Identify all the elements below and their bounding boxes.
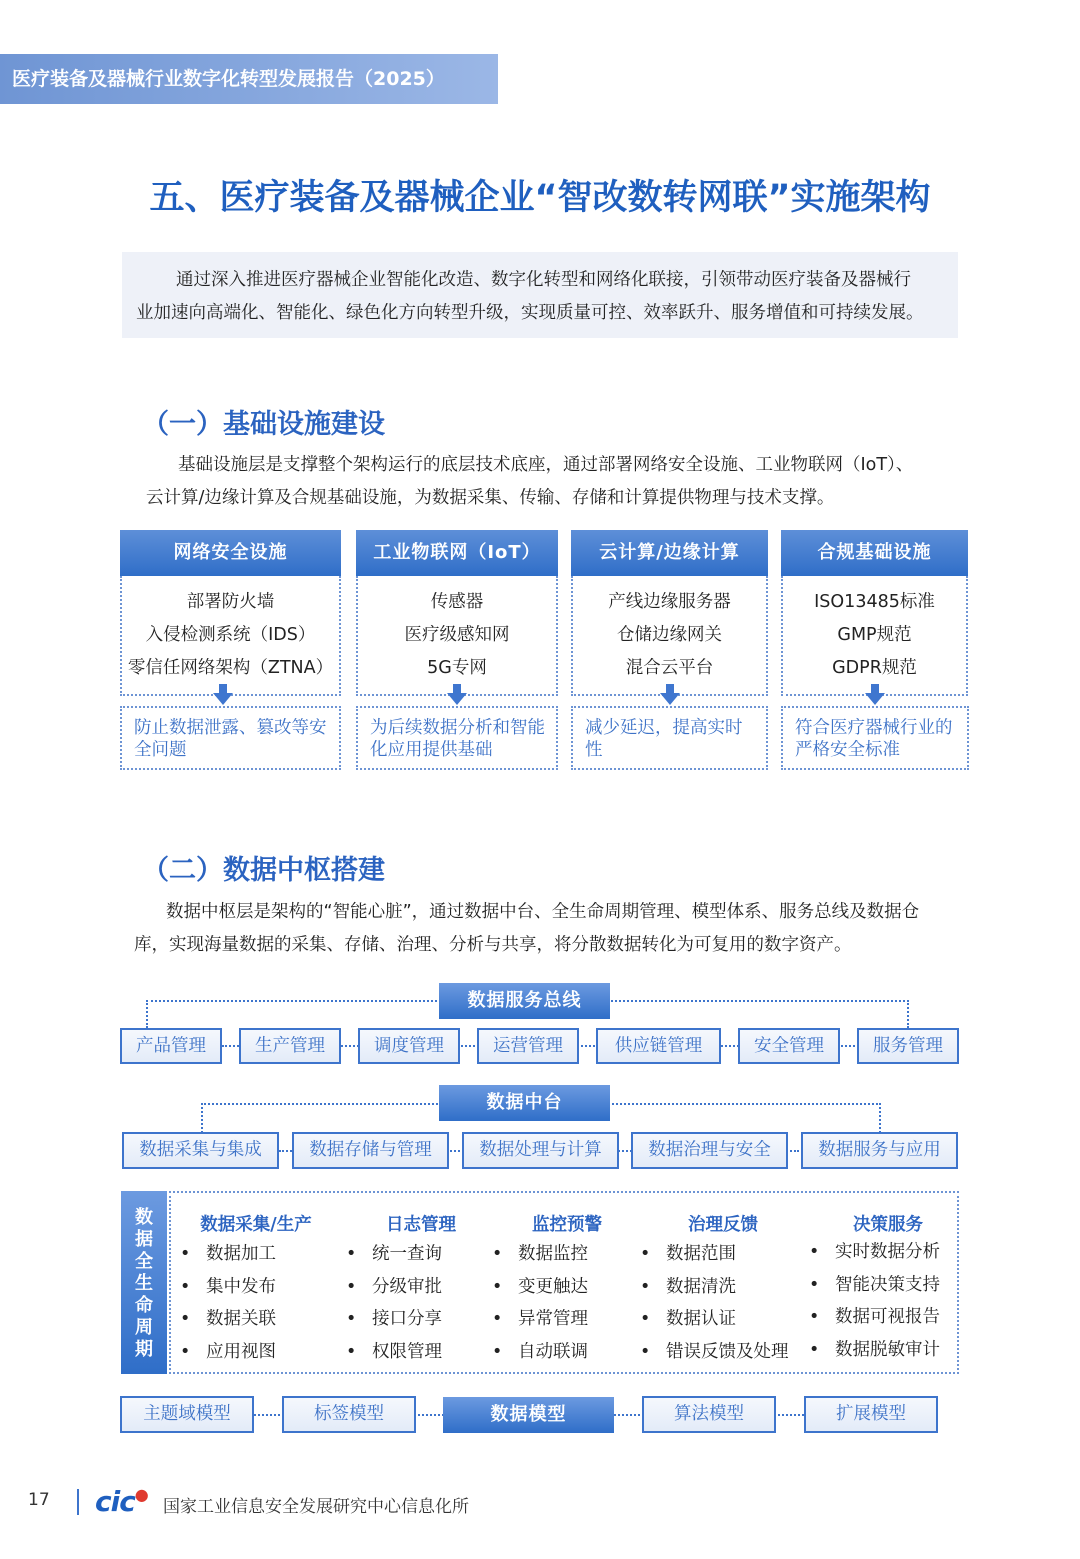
service-bus-item: 生产管理 [239, 1028, 341, 1064]
lifecycle-column-title: 治理反馈 [688, 1215, 758, 1235]
section1-paragraph [146, 449, 966, 515]
section2-line-2: 库，实现海量数据的采集、存储、治理、分析与共享，将分散数据转化为可复用的数字资产。 [134, 935, 852, 955]
infra-outcome: 符合医疗器械行业的严格安全标准 [781, 706, 969, 770]
lifecycle-item: • 接口分享 [346, 1303, 442, 1336]
lifecycle-item: • 数据可视报告 [809, 1301, 940, 1334]
infra-column-items [571, 576, 768, 696]
infra-column-compliance [781, 530, 968, 696]
lifecycle-item: • 数据认证 [640, 1303, 789, 1336]
lifecycle-item: • 分级审批 [346, 1271, 442, 1304]
infra-item: 产线边缘服务器 [608, 592, 731, 612]
infra-outcome: 减少延迟，提高实时性 [571, 706, 768, 770]
service-bus-item: 安全管理 [738, 1028, 840, 1064]
lifecycle-item: • 集中发布 [180, 1271, 276, 1304]
model-item: 扩展模型 [804, 1396, 938, 1433]
lifecycle-label-text: 数据全生命周期 [135, 1207, 153, 1360]
connector-line [907, 1000, 909, 1028]
service-bus-item: 运营管理 [477, 1028, 579, 1064]
cic-logo-text: cic [95, 1485, 135, 1518]
lifecycle-item: • 权限管理 [346, 1336, 442, 1369]
model-item: 主题域模型 [120, 1396, 254, 1433]
service-bus-header: 数据服务总线 [439, 983, 610, 1019]
intro-line-1: 通过深入推进医疗器械企业智能化改造、数字化转型和网络化联接，引领带动医疗装备及器械行 [176, 270, 911, 290]
infra-outcome: 防止数据泄露、篡改等安全问题 [120, 706, 341, 770]
infra-column-title: 云计算/边缘计算 [571, 530, 768, 576]
section2-line-1: 数据中枢层是架构的“智能心脏”，通过数据中台、全生命周期管理、模型体系、服务总线及数据仓 [166, 902, 920, 922]
footer-divider [77, 1489, 79, 1515]
connector-line [146, 1000, 148, 1028]
footer-organization: 国家工业信息安全发展研究中心信息化所 [163, 1497, 469, 1517]
lifecycle-item: • 变更触达 [492, 1271, 588, 1304]
arrow-down-icon [660, 693, 680, 705]
infra-column-network-security [120, 530, 341, 696]
lifecycle-column [346, 1238, 442, 1368]
infra-column-items [781, 576, 968, 696]
model-item: 标签模型 [282, 1396, 416, 1433]
service-bus-item: 供应链管理 [596, 1028, 721, 1064]
infra-item: 混合云平台 [625, 658, 714, 678]
lifecycle-item: • 数据范围 [640, 1238, 789, 1271]
infra-outcome: 为后续数据分析和智能化应用提供基础 [356, 706, 558, 770]
page-number: 17 [28, 1490, 50, 1510]
data-platform-item: 数据处理与计算 [462, 1132, 619, 1169]
lifecycle-label [121, 1191, 167, 1374]
lifecycle-item: • 数据脱敏审计 [809, 1334, 940, 1367]
arrow-down-icon [213, 693, 233, 705]
data-platform-item: 数据服务与应用 [801, 1132, 958, 1169]
lifecycle-column [180, 1238, 276, 1368]
data-platform-header: 数据中台 [439, 1085, 610, 1121]
lifecycle-item: • 自动联调 [492, 1336, 588, 1369]
data-platform-item: 数据治理与安全 [631, 1132, 788, 1169]
lifecycle-item: • 数据清洗 [640, 1271, 789, 1304]
lifecycle-column-title: 决策服务 [853, 1215, 923, 1235]
report-banner: 医疗装备及器械行业数字化转型发展报告（2025） [0, 54, 498, 104]
intro-line-2: 业加速向高端化、智能化、绿色化方向转型升级，实现质量可控、效率跃升、服务增值和可持续发展。 [136, 303, 924, 323]
logo-dot-icon: ● [134, 1485, 148, 1504]
section-heading-data-hub: （二）数据中枢搭建 [142, 855, 385, 886]
lifecycle-item: • 实时数据分析 [809, 1236, 940, 1269]
lifecycle-item: • 数据关联 [180, 1303, 276, 1336]
arrow-down-icon [865, 693, 885, 705]
infra-item: 5G专网 [427, 658, 487, 678]
service-bus-item: 产品管理 [120, 1028, 222, 1064]
section1-line-2: 云计算/边缘计算及合规基础设施，为数据采集、传输、存储和计算提供物理与技术支撑。 [146, 488, 835, 508]
lifecycle-column [809, 1236, 940, 1366]
service-bus-item: 服务管理 [857, 1028, 959, 1064]
lifecycle-item: • 智能决策支持 [809, 1269, 940, 1302]
infra-column-title: 工业物联网（IoT） [356, 530, 558, 576]
section1-line-1: 基础设施层是支撑整个架构运行的底层技术底座，通过部署网络安全设施、工业物联网（IoT）、 [178, 455, 914, 475]
section2-paragraph [134, 896, 974, 962]
connector-line [879, 1103, 881, 1133]
section-heading-infrastructure: （一）基础设施建设 [142, 409, 385, 440]
lifecycle-item: • 数据监控 [492, 1238, 588, 1271]
infra-column-items [120, 576, 341, 696]
page-title: 五、医疗装备及器械企业“智改数转网联”实施架构 [149, 178, 931, 218]
infra-item: 医疗级感知网 [404, 625, 510, 645]
intro-box [122, 252, 958, 338]
lifecycle-item: • 统一查询 [346, 1238, 442, 1271]
lifecycle-column [492, 1238, 588, 1368]
infra-column-iot [356, 530, 558, 696]
infra-item: 入侵检测系统（IDS） [145, 625, 316, 645]
cic-logo [95, 1485, 148, 1518]
service-bus-item: 调度管理 [358, 1028, 460, 1064]
data-platform-item: 数据采集与集成 [122, 1132, 279, 1169]
lifecycle-item: • 异常管理 [492, 1303, 588, 1336]
infra-item: ISO13485标准 [814, 592, 935, 612]
lifecycle-column [640, 1238, 789, 1368]
infra-item: 仓储边缘网关 [617, 625, 722, 645]
lifecycle-column-title: 日志管理 [386, 1215, 456, 1235]
lifecycle-item: • 错误反馈及处理 [640, 1336, 789, 1369]
lifecycle-column-title: 数据采集/生产 [200, 1215, 312, 1235]
infra-column-title: 网络安全设施 [120, 530, 341, 576]
data-model-center: 数据模型 [443, 1397, 614, 1433]
infra-item: GMP规范 [837, 625, 912, 645]
connector-line [201, 1103, 203, 1133]
infra-item: 传感器 [430, 592, 484, 612]
lifecycle-column-title: 监控预警 [532, 1215, 602, 1235]
infra-item: GDPR规范 [832, 658, 917, 678]
infra-column-cloud-edge [571, 530, 768, 696]
model-item: 算法模型 [642, 1396, 776, 1433]
infra-item: 部署防火墙 [186, 592, 275, 612]
infra-column-title: 合规基础设施 [781, 530, 968, 576]
infra-item: 零信任网络架构（ZTNA） [127, 658, 334, 678]
lifecycle-item: • 应用视图 [180, 1336, 276, 1369]
data-platform-item: 数据存储与管理 [292, 1132, 449, 1169]
infra-column-items [356, 576, 558, 696]
arrow-down-icon [447, 693, 467, 705]
lifecycle-item: • 数据加工 [180, 1238, 276, 1271]
